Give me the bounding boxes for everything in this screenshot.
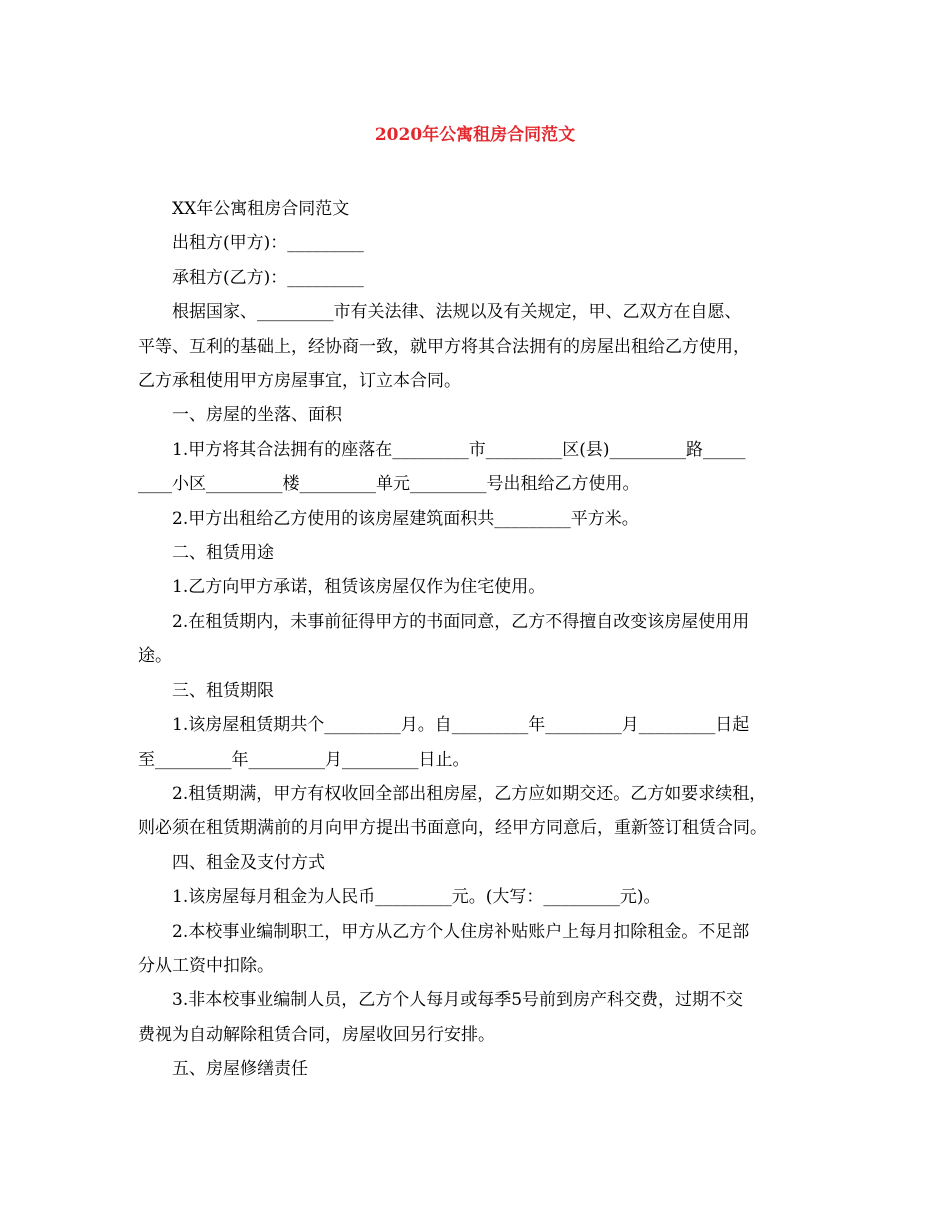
- document-title: 2020年公寓租房合同范文: [374, 125, 576, 145]
- text-line: 2.在租赁期内，未事前征得甲方的书面同意，乙方不得擅自改变该房屋使用用: [172, 611, 750, 632]
- text-line: 则必须在租赁期满前的月向甲方提出书面意向，经甲方同意后，重新签订租赁合同。: [138, 818, 767, 839]
- section-heading: 一、房屋的坐落、面积: [172, 405, 342, 426]
- section-heading: 二、租赁用途: [172, 543, 274, 564]
- text-line: 至_________年_________月_________日止。: [138, 749, 470, 770]
- text-line: ____小区_________楼_________单元_________号出租给乙方使用。: [138, 474, 640, 495]
- text-line: 途。: [138, 646, 172, 667]
- text-line: XX年公寓租房合同范文: [172, 199, 350, 219]
- section-heading: 四、租金及支付方式: [172, 852, 325, 873]
- text-line: 1.该房屋租赁期共个_________月。自_________年_________月_________日起: [172, 715, 750, 736]
- text-line: 根据国家、_________市有关法律、法规以及有关规定，甲、乙双方在自愿、: [172, 302, 742, 323]
- section-heading: 五、房屋修缮责任: [172, 1059, 308, 1080]
- text-line: 分从工资中扣除。: [138, 955, 274, 976]
- text-line: 2.租赁期满，甲方有权收回全部出租房屋，乙方应如期交还。乙方如要求续租，: [172, 783, 767, 804]
- text-line: 2.甲方出租给乙方使用的该房屋建筑面积共_________平方米。: [172, 508, 639, 529]
- section-heading: 三、租赁期限: [172, 680, 274, 701]
- text-line: 承租方(乙方)：_________: [172, 267, 364, 288]
- text-line: 乙方承租使用甲方房屋事宜，订立本合同。: [138, 371, 461, 392]
- text-line: 费视为自动解除租赁合同，房屋收回另行安排。: [138, 1024, 495, 1045]
- text-line: 2.本校事业编制职工，甲方从乙方个人住房补贴账户上每月扣除租金。不足部: [172, 921, 750, 942]
- text-line: 1.甲方将其合法拥有的座落在_________市_________区(县)_________路_____: [172, 439, 746, 460]
- text-line: 3.非本校事业编制人员，乙方个人每月或每季5号前到房产科交费，过期不交: [172, 990, 744, 1011]
- text-line: 出租方(甲方)：_________: [172, 233, 364, 254]
- text-line: 1.乙方向甲方承诺，租赁该房屋仅作为住宅使用。: [172, 577, 546, 598]
- text-line: 平等、互利的基础上，经协商一致，就甲方将其合法拥有的房屋出租给乙方使用，: [138, 336, 750, 357]
- document-body: [138, 192, 818, 1087]
- text-line: 1.该房屋每月租金为人民币_________元。(大写：_________元)。: [172, 887, 661, 908]
